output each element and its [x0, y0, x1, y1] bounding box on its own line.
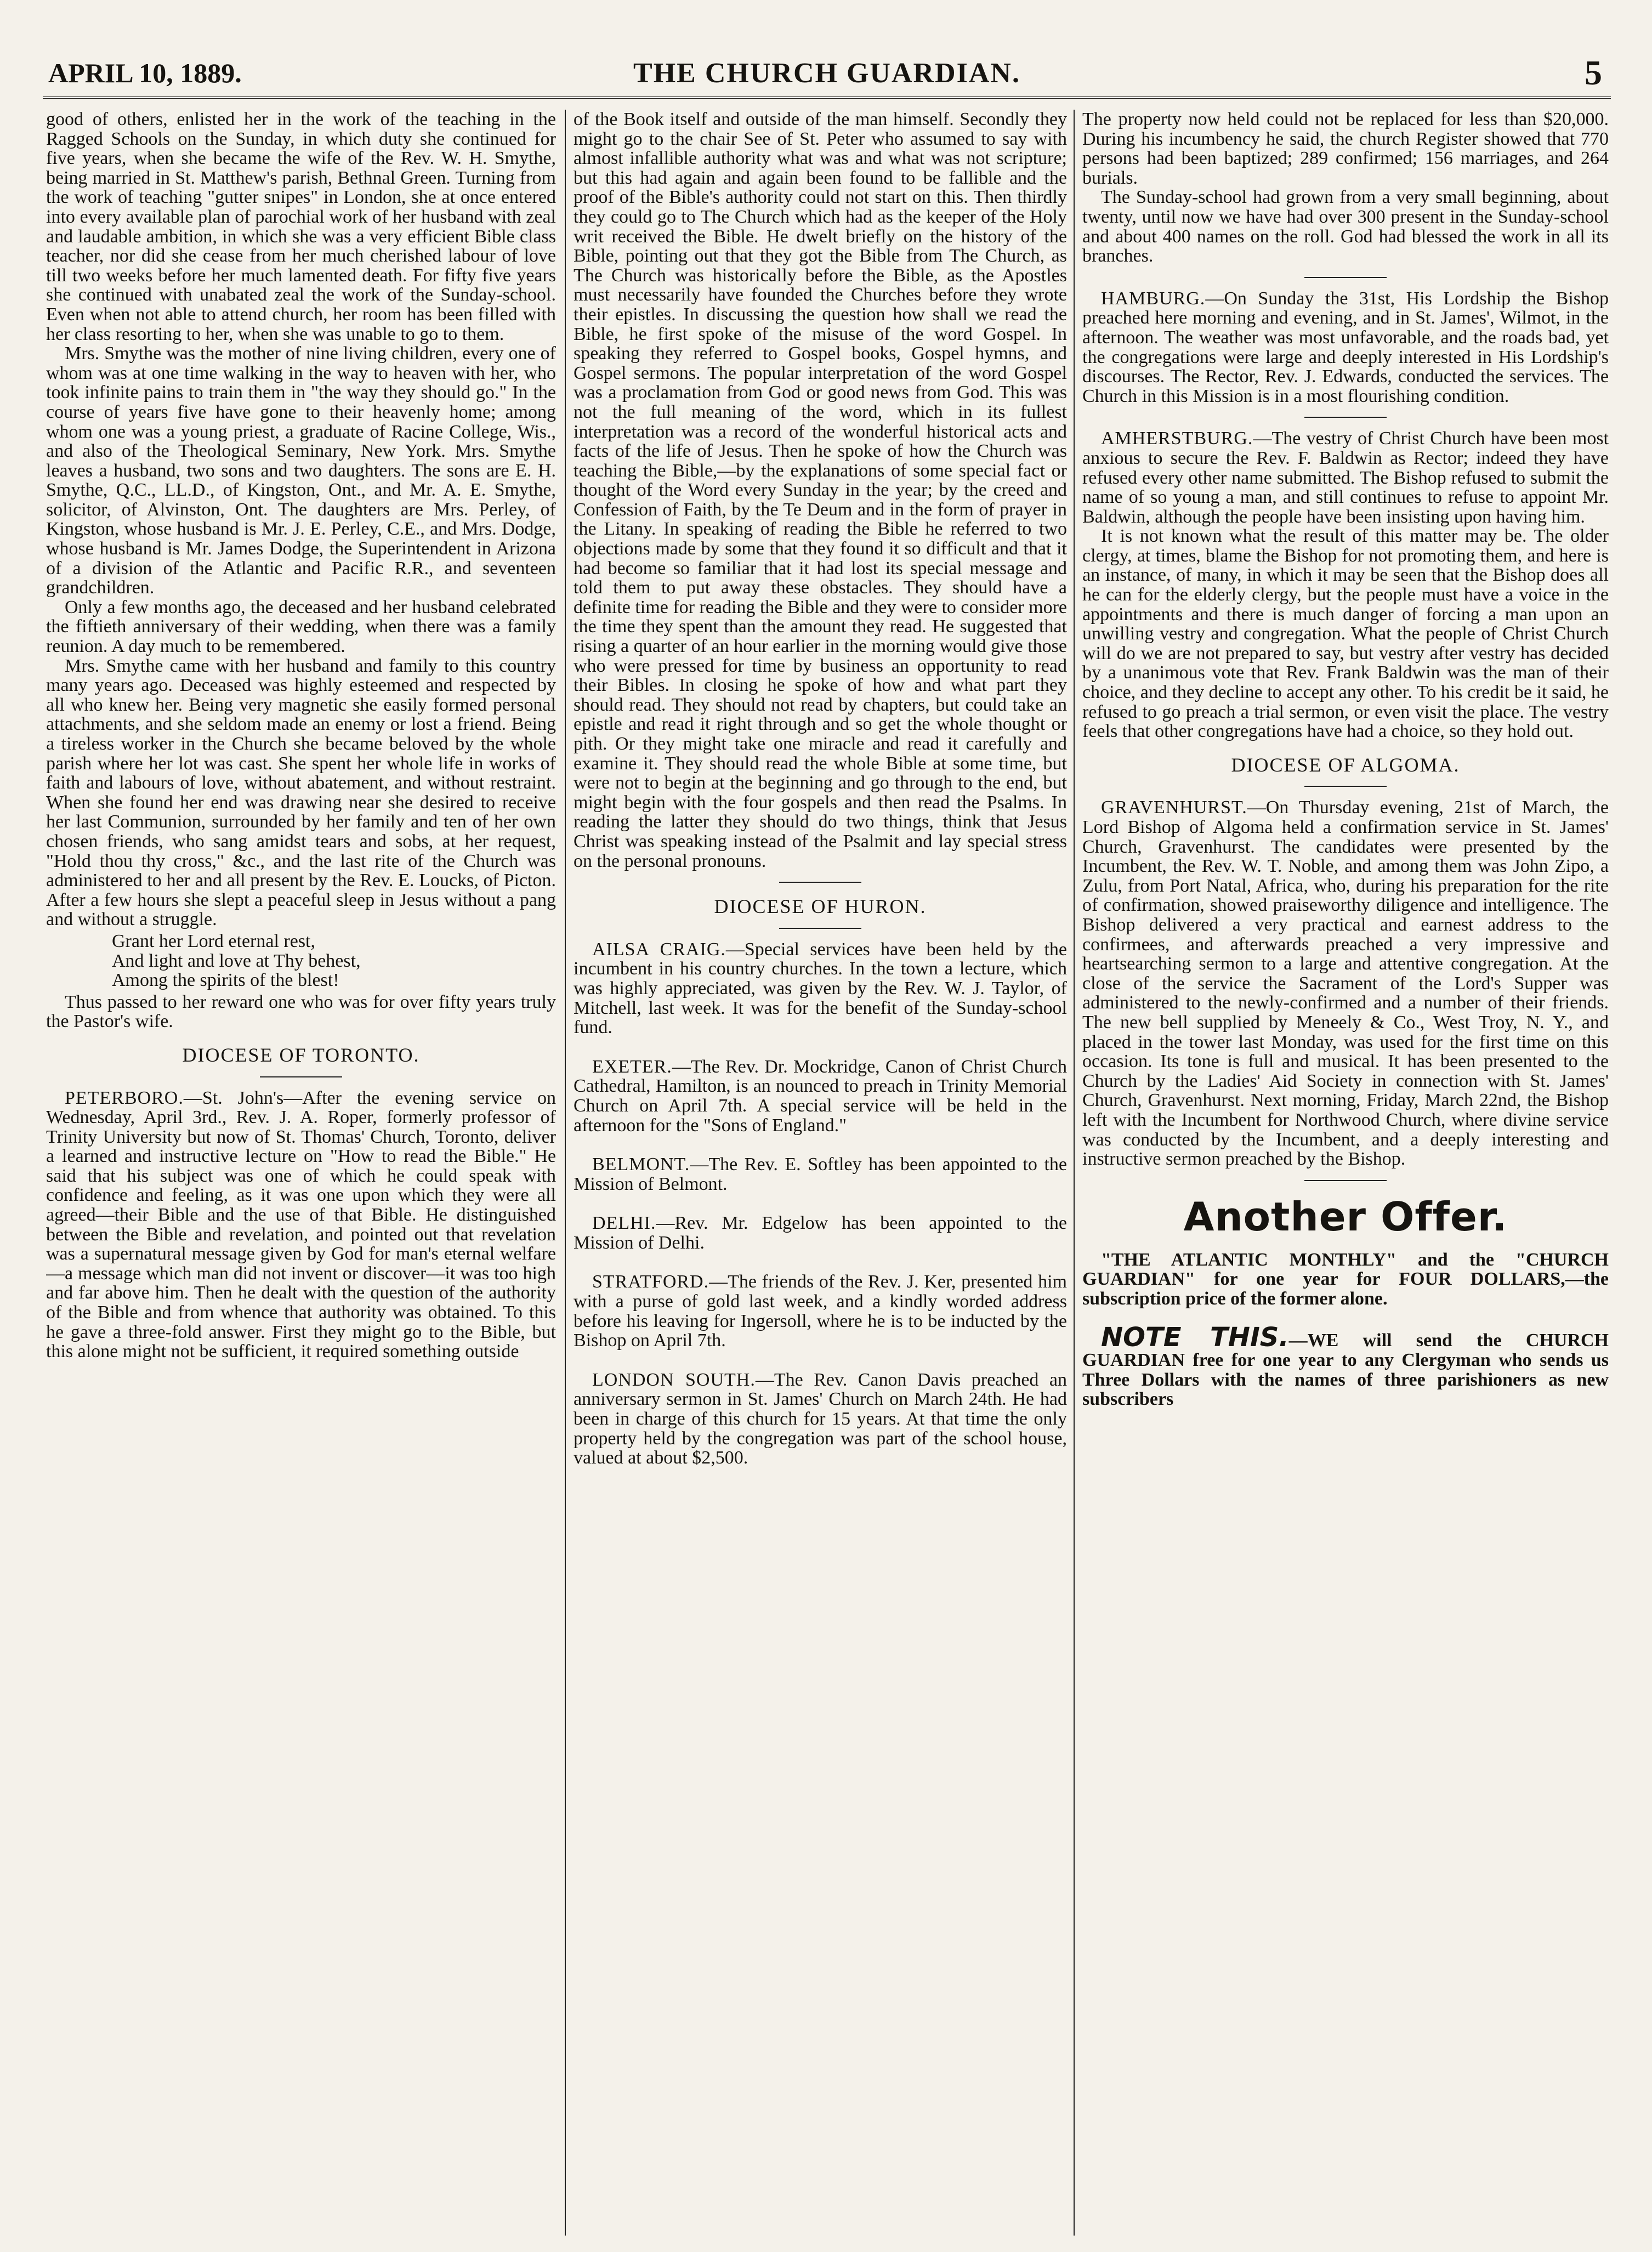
divider [1304, 1180, 1387, 1181]
obituary-paragraph: Thus passed to her reward one who was for over fifty years truly the Pastor's wife. [46, 991, 556, 1032]
section-heading-toronto: DIOCESE OF TORONTO. [182, 1043, 420, 1066]
page-number: 5 [1585, 53, 1602, 92]
obituary-paragraph: Only a few months ago, the deceased and her husband celebrated the fiftieth anniversary of their wedding, when there was a family reunion. A day much to be remembered. [46, 597, 556, 657]
divider [1304, 277, 1387, 278]
verse [112, 932, 556, 990]
item-body: —On Thursday evening, 21st of March, the Lord Bishop of Algoma held a confirmation service in St. James' Church, Gravenhurst. The candidates were presented by the Incumbent, the Rev. W. T. Noble, and among them was John Zipo, a Zulu, from Port Natal, Africa, who, during his preparation for the rite of confirmation, showed praiseworthy diligence and intelligence. The Bishop delivered a very practical and earnest address to the confirmees, and afterwards preached a very impressive and heartsearching sermon to a large and attentive congregation. At the close of the service the Sacrament of the Lord's Supper was administered to the newly-confirmed and a number of their friends. The new bell supplied by Meneely & Co., West Troy, N. Y., and placed in the tower last Monday, was used for the first time on this occasion. Its tone is full and musical. It has been presented to the Church by the Ladies' Aid Society in connection with St. James' Church, Gravenhurst. Next morning, Friday, March 22nd, the Bishop left with the Incumbent for Northwood Church, where divine service was conducted by the Incumbent, and a deeply interesting and instructive sermon preached by the Bishop. [1082, 797, 1609, 1170]
item-body: —Rev. Mr. Edgelow has been appointed to the Mission of Delhi. [574, 1213, 1067, 1253]
divider [1304, 417, 1387, 418]
newspaper-title: THE CHURCH GUARDIAN. [633, 58, 1020, 89]
item-lead: AMHERSTBURG. [1101, 428, 1253, 449]
item-lead: STRATFORD. [592, 1272, 709, 1292]
divider [779, 882, 861, 883]
obituary-paragraph: Mrs. Smythe came with her husband and family to this country many years ago. Deceased was highly esteemed and respected by all who knew her. Being very magnetic she easily formed personal attachments, and she seldom made an enemy or lost a friend. Being a tireless worker in the Church she became beloved by the whole parish where her lot was cast. She spent her whole life in works of faith and labours of love, without abatement, and without restraint. When she found her end was drawing near she desired to receive her last Communion, surrounded by her family and ten of her own chosen friends, who sang amidst tears and sobs, at her request, "Hold thou thy cross," &c., and the last rite of the Church was administered to her and all present by the Rev. E. Loucks, of Picton. After a few hours she slept a peaceful sleep in Jesus without a pang and without a struggle. [46, 655, 556, 930]
obituary-paragraph: Mrs. Smythe was the mother of nine living children, every one of whom was at one time walking in the way to heaven with her, who took infinite pains to train them in "the way they should go." In the course of years five have gone to their heavenly home; among whom one was a young priest, a graduate of Racine College, Wis., and also of the Theological Seminary, New York. Mrs. Smythe leaves a husband, two sons and two daughters. The sons are E. H. Smythe, Q.C., LL.D., of Kingston, Ont., and Mr. A. E. Smythe, solicitor, of Alvinston, Ont. The daughters are Mrs. Perley, of Kingston, whose husband is Mr. J. E. Perley, C.E., and Mrs. Dodge, whose husband is Mr. James Dodge, the Superintendent in Arizona of a division of the Atlantic and Pacific R.R., and seventeen grandchildren. [46, 343, 556, 598]
item-lead: AILSA CRAIG. [592, 939, 726, 960]
section-heading-algoma: DIOCESE OF ALGOMA. [1231, 753, 1460, 776]
verse-line: And light and love at Thy behest, [112, 950, 361, 971]
item-lead: GRAVENHURST. [1101, 797, 1247, 818]
verse-line: Grant her Lord eternal rest, [112, 931, 315, 951]
item-body: —The friends of the Rev. J. Ker, presented him with a purse of gold last week, and a kindly worded address before his leaving for Ingersoll, where he is to be inducted by the Bishop on April 7th. [574, 1272, 1067, 1351]
divider [260, 1076, 342, 1077]
article-paragraph: The Sunday-school had grown from a very small beginning, about twenty, until now we have had over 300 present in the Sunday-school and about 400 names on the roll. God had blessed the work in all its branches. [1082, 187, 1609, 266]
article-paragraph: It is not known what the result of this matter may be. The older clergy, at times, blame the Bishop for not promoting them, and here is an instance, of many, in which it may be seen that the Bishop does all he can for the elderly clergy, but the people must have a voice in the appointments and there is much danger of forcing a man upon an unwilling vestry and congregation. What the people of Christ Church will do we are not prepared to say, but vestry after vestry has decided by a unanimous vote that Rev. Frank Baldwin was the man of their choice, and they decline to accept any other. To his credit be it said, he refused to go preach a trial sermon, or even visit the place. The vestry feels that other congregations have had a choice, so they hold out. [1082, 526, 1609, 742]
item-lead: LONDON SOUTH. [592, 1369, 756, 1390]
offer-body: "THE ATLANTIC MONTHLY" and the "CHURCH GUARDIAN" for one year for FOUR DOLLARS,—the subscription price of the former alone. [1082, 1249, 1609, 1309]
item-body: —On Sunday the 31st, His Lordship the Bishop preached here morning and evening, and in St. James', Wilmot, in the afternoon. The weather was most unfavorable, and the roads bad, yet the congregations were large and deeply interested in His Lordship's discourses. The Rector, Rev. J. Edwards, conducted the services. The Church in this Mission is in a most flourishing condition. [1082, 288, 1609, 406]
item-lead: PETERBORO. [65, 1087, 184, 1108]
item-lead: DELHI. [592, 1213, 656, 1234]
issue-date: APRIL 10, 1889. [48, 58, 242, 88]
column-rule-1 [565, 110, 566, 2236]
item-lead: HAMBURG. [1101, 288, 1206, 309]
verse-line: Among the spirits of the blest! [112, 970, 339, 991]
item-body: —The Rev. Dr. Mockridge, Canon of Christ Church Cathedral, Hamilton, is an nounced to preach in Trinity Memorial Church on April 7th. A special service will be held in the afternoon for the "Sons of England." [574, 1056, 1067, 1136]
item-lead: BELMONT. [592, 1154, 690, 1175]
item-body: —The Rev. Canon Davis preached an anniversary sermon in St. James' Church on March 24th. He had been in charge of this church for 15 years. At that time the only property held by the congregation was part of the school house, valued at about $2,500. [574, 1369, 1067, 1468]
column-3 [1082, 110, 1609, 2241]
article-paragraph: The property now held could not be replaced for less than $20,000. During his incumbency he said, the church Register showed that 770 persons had been baptized; 289 confirmed; 156 marriages, and 264 burials. [1082, 110, 1609, 188]
section-heading-huron: DIOCESE OF HURON. [714, 895, 927, 918]
article-paragraph: of the Book itself and outside of the man himself. Secondly they might go to the chair See of St. Peter who assumed to say with almost infallible authority what was and what was not scripture; but this had again and again been found to be fallible and the proof of the Bible's authority could not start on this. Then thirdly they could go to The Church which had as the keeper of the Holy writ received the Bible. He dwelt briefly on the history of the Bible, pointing out that they got the Bible from The Church, as The Church was historically before the Bible, as the Apostles must necessarily have founded the Churches before they wrote their epistles. In discussing the question how shall we read the Bible, he first spoke of the misuse of the word Gospel. In speaking they referred to Gospel books, Gospel hymns, and Gospel sermons. The popular interpretation of the word Gospel was a proclamation from God or good news from God. This was not the full meaning of the word, which in its fullest interpretation was a record of the wonderful historical acts and facts of the life of Jesus. Then he spoke of how the Church was teaching the Bible,—by the explanations of some special fact or thought of the Word every Sunday in the year; by the creed and Confession of Faith, by the Te Deum and in the form of prayer in the Litany. In speaking of reading the Bible he referred to two objections made by some that they found it so difficult and that it had become so familiar that it had lost its special message and told them to put away these obstacles. They should have a definite time for reading the Bible and they were to consider more the time they spent than the amount they read. He suggested that rising a quarter of an hour earlier in the morning would give those who were pressed for time by business an opportunity to read their Bibles. In closing he spoke of how and what part they should read. They should not read by chapters, but could take an epistle and read it right through and so get the whole thought or pith. Or they might take one miracle and read it carefully and examine it. They should read the whole Bible at some time, but were not to begin at the beginning and go through to the end, but might begin with the four gospels and then read the Psalms. In reading the latter they should do two things, think that Jesus Christ was speaking instead of the Psalmit and lay special stress on the personal pronouns. [574, 110, 1067, 871]
obituary-paragraph: good of others, enlisted her in the work of the teaching in the Ragged Schools on the Sunday, in which duty she continued for five years, when she became the wife of the Rev. W. H. Smythe, being married in St. Matthew's parish, Bethnal Green. Turning from the work of teaching "gutter snipes" in London, she at once entered into every available plan of parochial work of her husband with zeal and laudable ambition, in which she was a very efficient Bible class teacher, nor did she cease from her much cherished labour of love till two weeks before her much lamented death. For fifty five years she continued with unabated zeal the work of the Sunday-school. Even when not able to attend church, her room has been filled with her class resorting to her, when she was unable to go to them. [46, 110, 556, 344]
note-lead: NOTE THIS. [1101, 1322, 1289, 1353]
item-body: —The Rev. E. Softley has been appointed to the Mission of Belmont. [574, 1154, 1067, 1194]
item-lead: EXETER. [592, 1056, 672, 1077]
column-rule-2 [1074, 110, 1075, 2236]
column-1 [46, 110, 556, 2241]
note-body: —WE will send the CHURCH GUARDIAN free for one year to any Clergyman who sends us Three Dollars with the names of three parishioners as new subscribers [1082, 1330, 1609, 1410]
item-body: —Special services have been held by the incumbent in his country churches. In the town a lecture, which was highly appreciated, was given by the Rev. W. J. Taylor, of Mitchell, last week. It was for the benefit of the Sunday-school fund. [574, 939, 1067, 1038]
item-body: —The vestry of Christ Church have been most anxious to secure the Rev. F. Baldwin as Rector; indeed they have refused every other name submitted. The Bishop refused to submit the name of so young a man, and still continues to refuse to appoint Mr. Baldwin, although the people have been insisting upon having him. [1082, 428, 1609, 527]
column-2 [574, 110, 1067, 2241]
divider [1304, 786, 1387, 787]
offer-heading: Another Offer. [1183, 1193, 1508, 1240]
masthead [43, 53, 1611, 99]
divider [779, 928, 861, 929]
item-body: —St. John's—After the evening service on Wednesday, April 3rd., Rev. J. A. Roper, formerly professor of Trinity University but now of St. Thomas' Church, Toronto, deliver a learned and instructive lecture on "How to read the Bible." He said that his subject was one of which he could speak with confidence and feeling, as it was one upon which they were all agreed—their Bible and the use of that Bible. He distinguished between the Bible and revelation, and pointed out that revelation was a supernatural message given by God for man's eternal welfare—a message which man did not invent or discover—it was too high and far above him. Then he dealt with the question of the authority of the Bible and from whence that authority was obtained. To this he gave a three-fold answer. First they might go to the Bible, but this alone might not be sufficient, it required something outside [46, 1087, 556, 1362]
